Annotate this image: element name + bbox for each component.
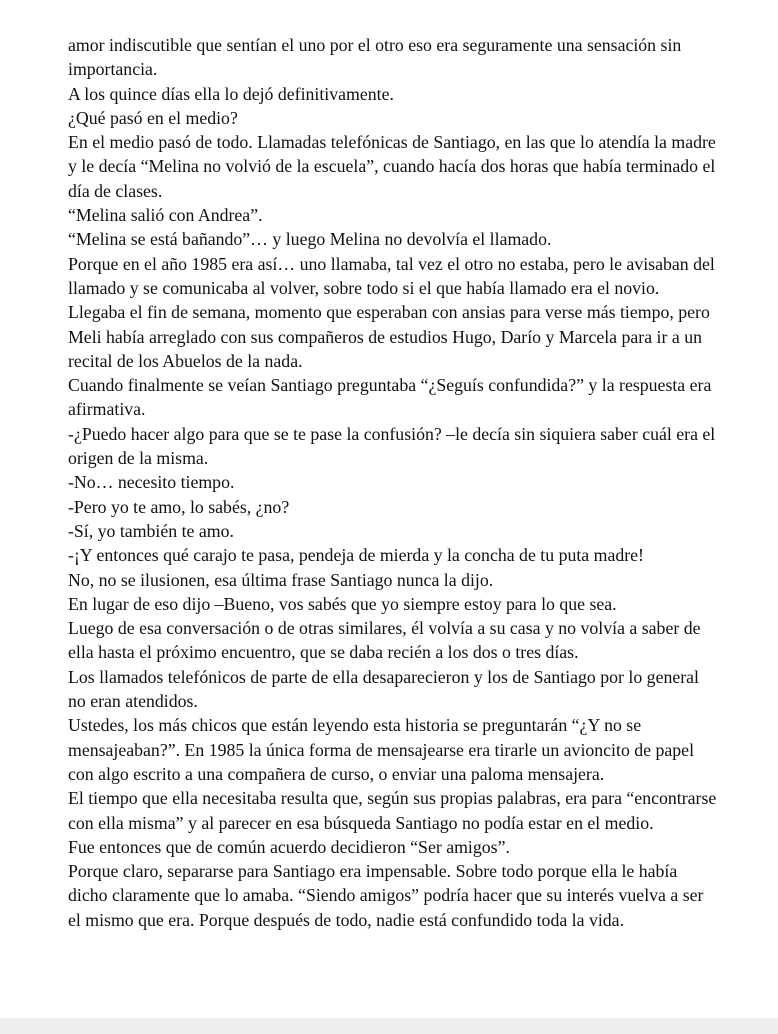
paragraph: “Melina salió con Andrea”. (68, 205, 263, 226)
paragraph: -¡Y entonces qué carajo te pasa, pendeja de mierda y la concha de tu puta madre! (68, 545, 644, 566)
paragraph: -¿Puedo hacer algo para que se te pase la confusión? –le decía sin siquiera saber cuál era el origen de la misma. (68, 423, 716, 469)
paragraph: Fue entonces que de común acuerdo decidieron “Ser amigos”. (68, 836, 510, 857)
paragraph: Ustedes, los más chicos que están leyendo esta historia se preguntarán “¿Y no se mensajeaban?”. En 1985 la única forma de mensajearse era tirarle un avioncito de papel con algo escrito a una compañera de curso, o enviar una paloma mensajera. (68, 715, 695, 784)
paragraph: Porque claro, separarse para Santiago era impensable. Sobre todo porque ella le había dicho claramente que lo amaba. “Siendo amigos” podría hacer que su interés vuelva a ser el mismo que era. Porque después de todo, nadie está confundido toda la vida. (68, 861, 704, 930)
paragraph: ¿Qué pasó en el medio? (68, 107, 238, 128)
page-body-text (68, 33, 720, 932)
paragraph: No, no se ilusionen, esa última frase Santiago nunca la dijo. (68, 569, 494, 590)
paragraph: “Melina se está bañando”… y luego Melina no devolvía el llamado. (68, 229, 552, 250)
paragraph: -Pero yo te amo, lo sabés, ¿no? (68, 496, 290, 517)
page-bottom-edge (0, 1018, 778, 1034)
paragraph: A los quince días ella lo dejó definitivamente. (68, 83, 394, 104)
paragraph: Cuando finalmente se veían Santiago preguntaba “¿Seguís confundida?” y la respuesta era afirmativa. (68, 375, 712, 420)
paragraph: El tiempo que ella necesitaba resulta que, según sus propias palabras, era para “encontrarse con ella misma” y al parecer en esa búsqueda Santiago no podía estar en el medio. (68, 788, 717, 833)
paragraph: -No… necesito tiempo. (68, 472, 235, 493)
paragraph: Porque en el año 1985 era así… uno llamaba, tal vez el otro no estaba, pero le avisaban del llamado y se comunicaba al volver, sobre todo si el que había llamado era el novio. (68, 253, 715, 298)
paragraph: amor indiscutible que sentían el uno por el otro eso era seguramente una sensación sin importancia. (68, 35, 682, 80)
paragraph: En lugar de eso dijo –Bueno, vos sabés que yo siempre estoy para lo que sea. (68, 593, 617, 614)
paragraph: Los llamados telefónicos de parte de ella desaparecieron y los de Santiago por lo general no eran atendidos. (68, 666, 699, 712)
paragraph: -Sí, yo también te amo. (68, 520, 234, 541)
paragraph: En el medio pasó de todo. Llamadas telefónicas de Santiago, en las que lo atendía la madre y le decía “Melina no volvió de la escuela”, cuando hacía dos horas que había terminado el día de clases. (68, 132, 716, 201)
paragraph: Luego de esa conversación o de otras similares, él volvía a su casa y no volvía a saber de ella hasta el próximo encuentro, que se daba recién a los dos o tres días. (68, 618, 701, 663)
paragraph: Llegaba el fin de semana, momento que esperaban con ansias para verse más tiempo, pero Meli había arreglado con sus compañeros de estudios Hugo, Darío y Marcela para ir a un recital de los Abuelos de la nada. (68, 302, 710, 371)
